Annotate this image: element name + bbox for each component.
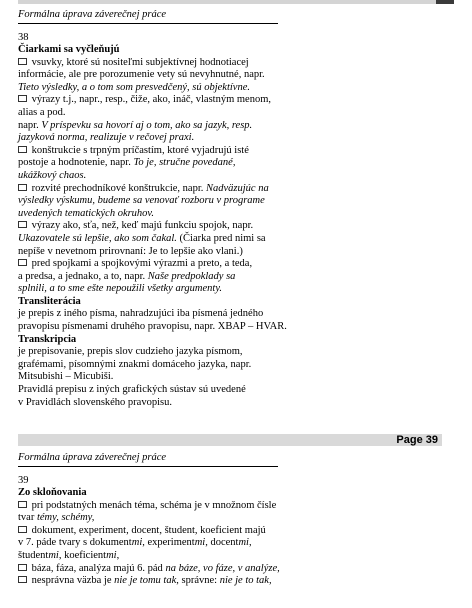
text-line (18, 308, 438, 321)
text-line (18, 321, 438, 334)
text-run: nesprávna väzba je (29, 575, 115, 587)
text-run: grafémami, písomnými znakmi domáceho jazyka, napr. (18, 358, 252, 370)
bullet-box-icon (18, 501, 27, 508)
text-line (18, 258, 438, 271)
text-line (18, 120, 438, 133)
text-run: témy, schémy, (36, 512, 95, 524)
text-run: pravopisu písmenami druhého pravopisu, napr. XBAP – HVAR. (18, 321, 287, 333)
text-run: , docent (205, 537, 239, 549)
text-run: vsuvky, ktoré sú nositeľmi subjektívnej hodnotiacej (29, 56, 249, 68)
text-run: nepíše v nevetnom prirovnaní: Je to lepšie ako vlani.) (18, 245, 243, 257)
text-line (18, 271, 438, 284)
text-run: tvar (18, 512, 37, 524)
text-line (18, 397, 438, 410)
text-run: uvedených tematických okruhov. (18, 207, 154, 219)
text-run: Nadväzujúc na (206, 182, 269, 194)
text-run: mi (131, 537, 143, 549)
text-run: študent (18, 549, 49, 561)
page-separator-bar (18, 434, 442, 446)
text-run: ukážkový chaos. (18, 169, 87, 181)
text-line (18, 384, 438, 397)
text-line (18, 575, 438, 588)
text-run: je prepisovanie, prepis slov cudzieho jazyka písmom, (18, 346, 243, 358)
text-line (18, 487, 438, 500)
top-scroll-strip (0, 0, 472, 6)
text-run: na báze, vo fáze, v analýze, (165, 562, 280, 574)
text-line (18, 563, 438, 576)
header-rule (18, 466, 278, 467)
text-run: Transkripcia (18, 333, 77, 345)
text-run: mi (238, 537, 249, 549)
document-page-38 (18, 8, 438, 409)
text-run: výsledky výskumu, budeme sa venovať rozboru v programe (18, 195, 265, 207)
text-line (18, 550, 438, 563)
text-line (18, 233, 438, 246)
text-run: Tieto výsledky, a o tom som presvedčený, sú objektívne. (18, 81, 250, 93)
text-line (18, 512, 438, 525)
text-line (18, 537, 438, 550)
text-run: konštrukcie s trpným príčastím, ktoré vyjadrujú isté (29, 144, 249, 156)
text-line (18, 359, 438, 372)
text-run: v 7. páde tvary s dokument (18, 537, 132, 549)
bullet-box-icon (18, 526, 27, 533)
text-line (18, 107, 438, 120)
text-line (18, 183, 438, 196)
text-line (18, 132, 438, 145)
text-run: splnili, a to sme ešte nepoužili všetky argumenty. (18, 283, 223, 295)
text-line (18, 195, 438, 208)
text-run: Mitsubishi – Micubiši. (18, 371, 114, 383)
text-line (18, 145, 438, 158)
bullet-box-icon (18, 221, 27, 228)
text-run: , experiment (142, 537, 195, 549)
text-line (18, 69, 438, 82)
bullet-box-icon (18, 259, 27, 266)
text-run: dokument, experiment, docent, študent, koeficient majú (29, 524, 266, 536)
bullet-box-icon (18, 95, 27, 102)
running-head: Formálna úprava záverečnej práce (18, 452, 167, 463)
text-run: informácie, ale pre porozumenie vety sú nevyhnutné, napr. (18, 69, 265, 81)
text-run: mi (106, 549, 117, 561)
text-run: Pravidlá prepisu z iných grafických sústav sú uvedené (18, 384, 246, 396)
text-run: , koeficient (58, 549, 107, 561)
bullet-box-icon (18, 58, 27, 65)
previous-page-edge (18, 0, 454, 4)
text-run: a predsa, a jednako, a to, napr. (18, 270, 148, 282)
text-run: mi (194, 537, 206, 549)
text-line (18, 57, 438, 70)
page-body (18, 44, 438, 409)
text-line (18, 371, 438, 384)
text-line (18, 82, 438, 95)
bullet-box-icon (18, 184, 27, 191)
bullet-box-icon (18, 576, 27, 583)
text-line (18, 346, 438, 359)
bullet-box-icon (18, 146, 27, 153)
text-run: , správne: (176, 575, 220, 587)
text-line (18, 283, 438, 296)
text-run: Ukazovatele sú lepšie, ako som čakal. (18, 232, 177, 244)
text-run: Naše predpoklady sa (147, 270, 236, 282)
text-run: To je, stručne povedané, (133, 157, 236, 169)
text-run: výrazy t.j., napr., resp., čiže, ako, ináč, vlastným menom, (29, 94, 272, 106)
page-number: 39 (18, 475, 29, 486)
text-line (18, 525, 438, 538)
text-line (18, 334, 438, 347)
page-body (18, 487, 438, 588)
text-run: napr. (18, 119, 42, 131)
page-edge-marker (436, 0, 454, 4)
text-run: Transliterácia (18, 295, 81, 307)
text-line (18, 296, 438, 309)
document-page-39 (18, 451, 438, 588)
text-run: nie je to tak, (219, 575, 272, 587)
text-run: rozvité prechodníkové konštrukcie, napr. (29, 182, 206, 194)
header-rule (18, 23, 278, 24)
text-run: báza, fáza, analýza majú 6. pád (29, 562, 166, 574)
text-line (18, 220, 438, 233)
text-run: postoje a hodnotenie, napr. (18, 157, 134, 169)
text-run: alias a pod. (18, 106, 66, 118)
text-run: nie je tomu tak (114, 575, 177, 587)
text-run: , (248, 537, 252, 549)
text-run: jazyková norma, realizuje v rečovej praxi. (18, 132, 195, 144)
text-line (18, 246, 438, 259)
text-run: (Čiarka pred nimi sa (176, 232, 266, 244)
text-run: v Pravidlách slovenského pravopisu. (18, 396, 172, 408)
bullet-box-icon (18, 564, 27, 571)
running-head: Formálna úprava záverečnej práce (18, 9, 167, 20)
text-line (18, 208, 438, 221)
text-run: je prepis z iného písma, nahradzujúci iba písmená jedného (18, 308, 264, 320)
text-run: V príspevku sa hovorí aj o tom, ako sa jazyk, resp. (41, 119, 253, 131)
text-run: Čiarkami sa vyčleňujú (18, 44, 120, 55)
text-line (18, 157, 438, 170)
text-line (18, 500, 438, 513)
text-run: mi (48, 549, 59, 561)
text-run: výrazy ako, sťa, než, keď majú funkciu spojok, napr. (29, 220, 254, 232)
text-line (18, 170, 438, 183)
text-run: pred spojkami a spojkovými výrazmi a preto, a teda, (29, 258, 253, 270)
page-label: Page 39 (396, 434, 438, 446)
page-number: 38 (18, 32, 29, 43)
text-run: Zo skloňovania (18, 487, 87, 498)
text-run: pri podstatných menách téma, schéma je v množnom čísle (29, 499, 277, 511)
text-run: , (116, 549, 120, 561)
text-line (18, 44, 438, 57)
text-line (18, 94, 438, 107)
